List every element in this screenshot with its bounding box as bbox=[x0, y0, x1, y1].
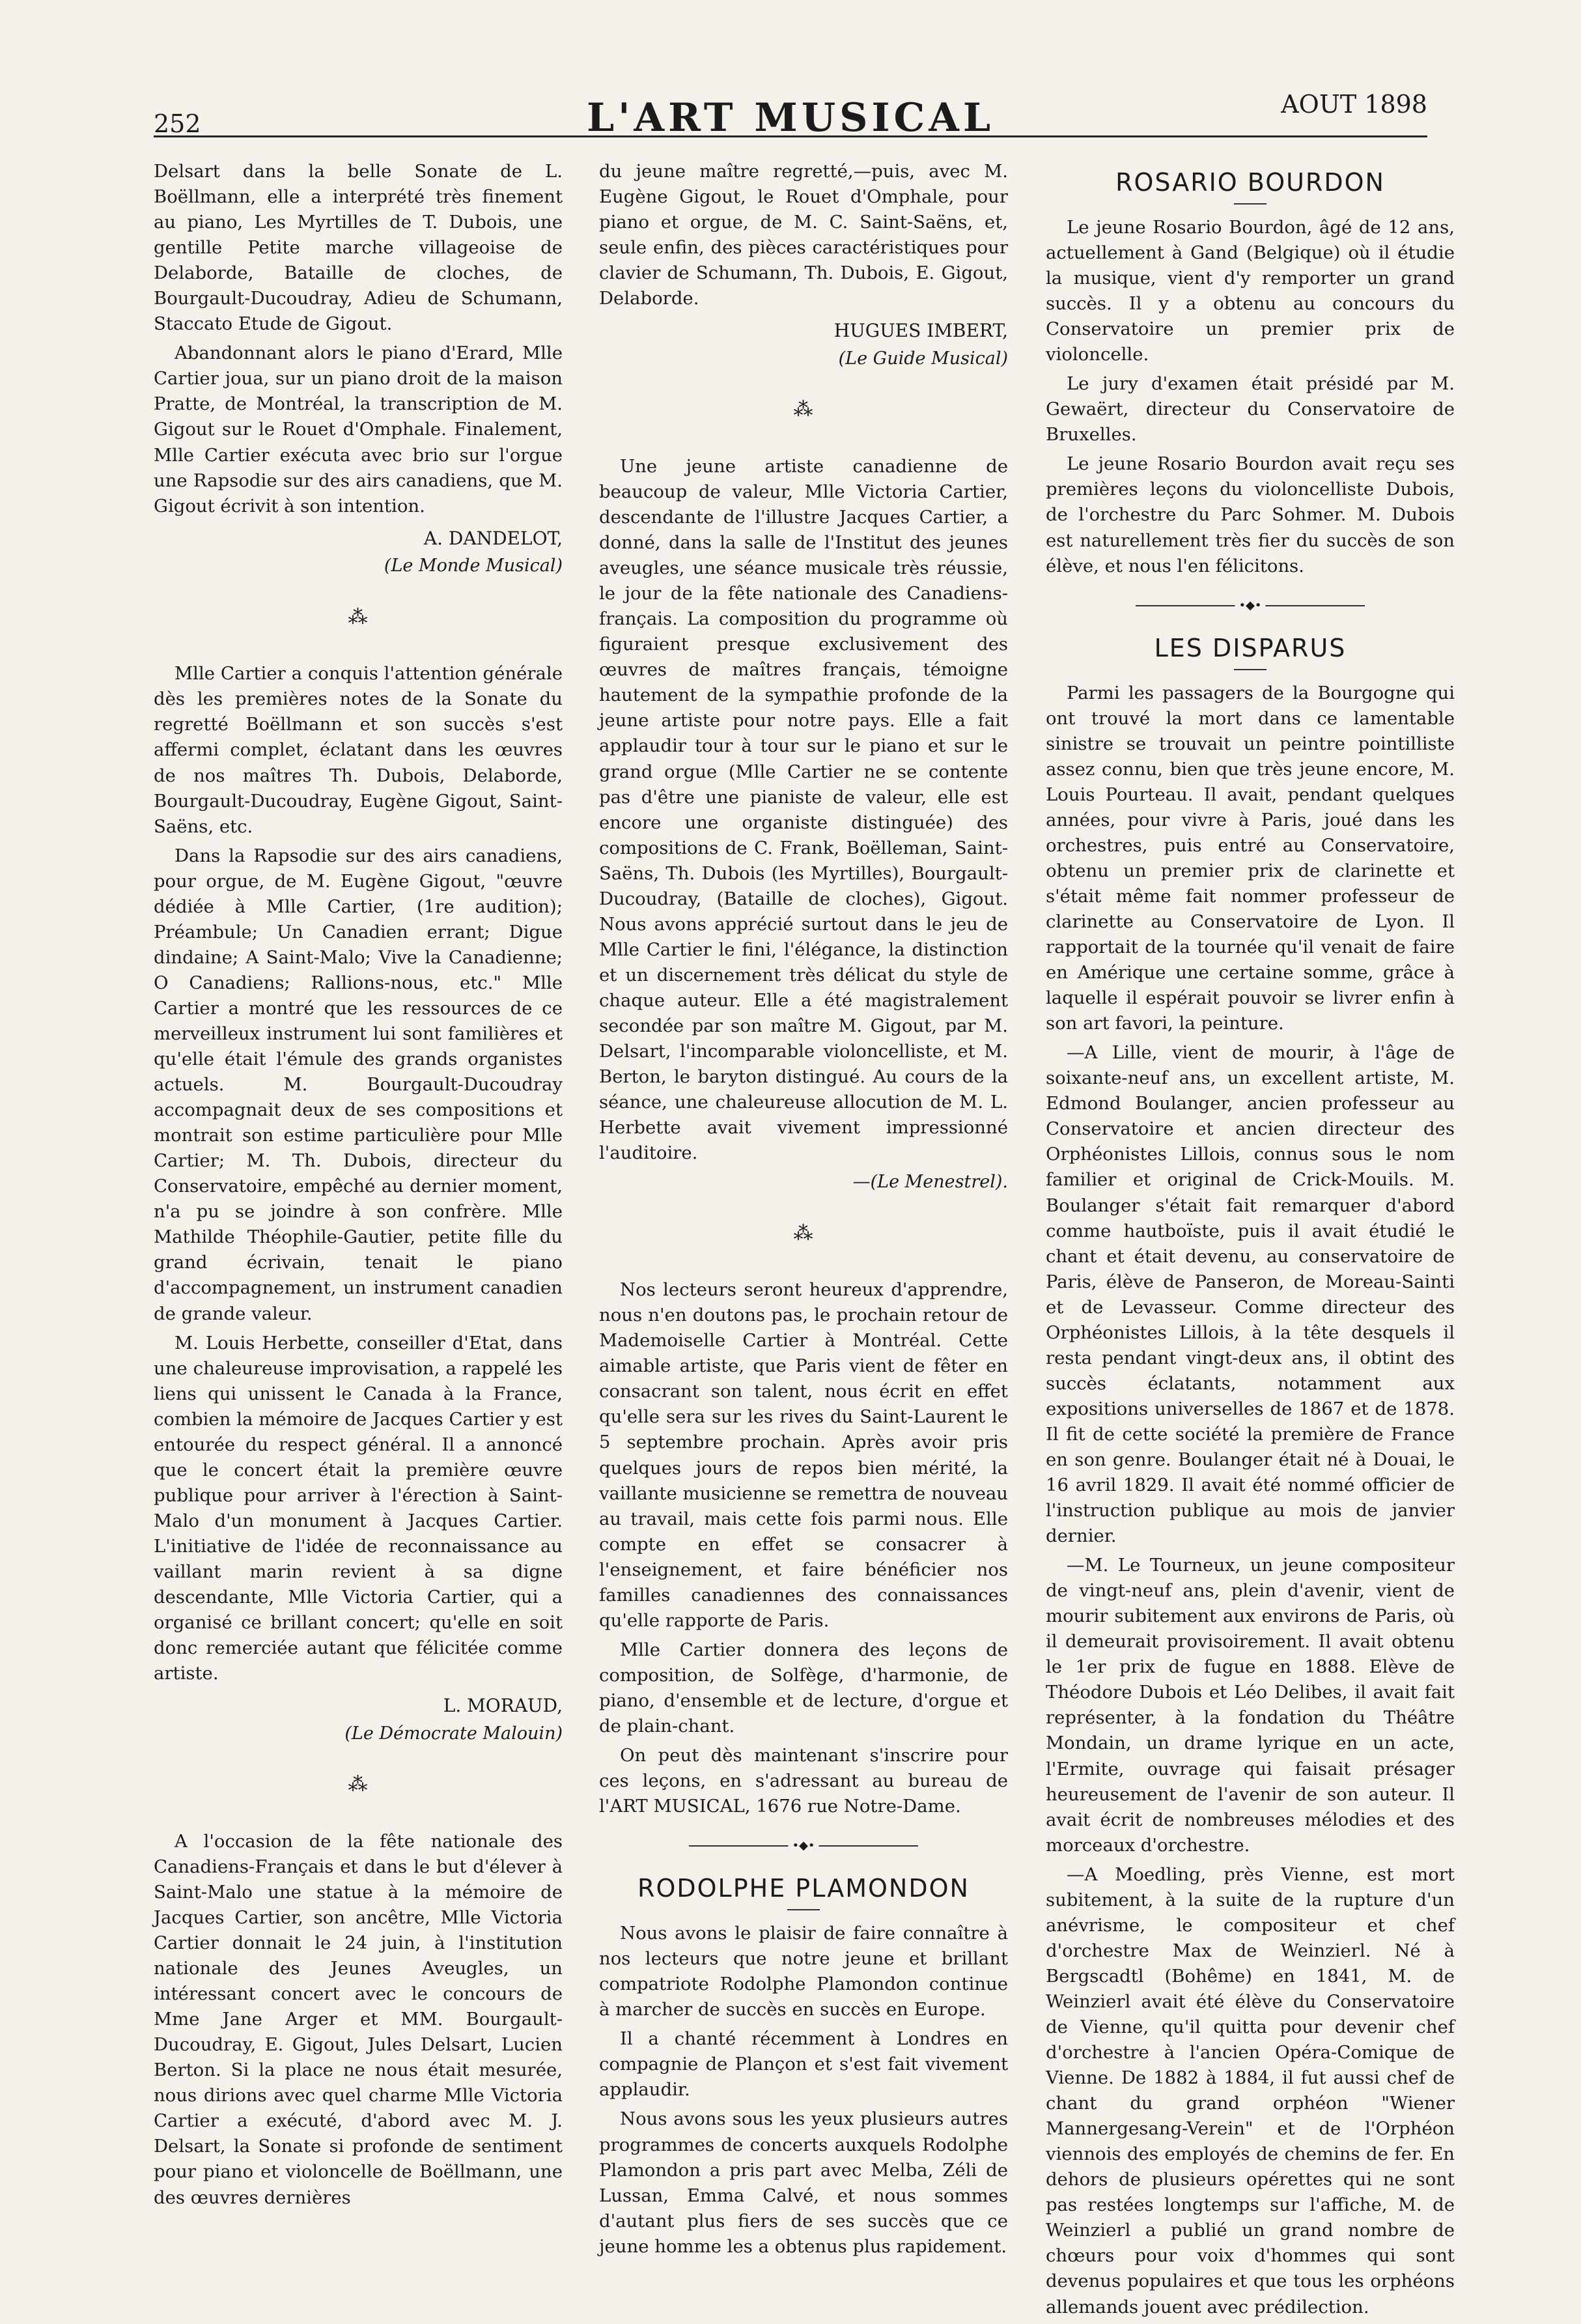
paragraph: du jeune maître regretté,—puis, avec M. Eugène Gigout, le Rouet d'Omphale, pour piano et orgue, de M. C. Saint-Saëns, et, seule enfin, des pièces caractéristiques pour clavier de Schumann, Th. Dubois, E. Gigout, Delaborde. bbox=[599, 161, 1008, 309]
paragraph: —A Moedling, près Vienne, est mort subitement, à la suite de la rupture d'un anévrisme, le compositeur et chef d'orchestre Max de Weinzierl. Né à Bergscadtl (Bohême) en 1841, M. de Weinzierl avait été élève du Conservatoire de Vienne, qu'il quitta pour devenir chef d'orchestre à l'ancien Opéra-Comique de Vienne. De 1882 à 1884, il fut aussi chef de chant du grand orphéon "Wiener Mannergesang-Verein" et de l'Orphéon viennois des employés de chemins de fer. En dehors de plusieurs opérettes qui ne sont pas restées longtemps sur l'affiche, M. de Weinzierl a publié un grand nombre de chœurs pour voix d'hommes qui sont devenus populaires et que tous les orphéons allemands jouent avec prédilection. bbox=[1046, 1863, 1455, 2317]
source-citation: —(Le Menestrel). bbox=[852, 1172, 1008, 1193]
asterism-separator: ⁂ bbox=[793, 398, 814, 421]
paragraph: —M. Le Tourneux, un jeune compositeur de vingt-neuf ans, plein d'avenir, vient de mourir subitement aux environs de Paris, où il demeurait provisoirement. Il avait obtenu le 1er prix de fugue en 1888. Elève de Théodore Dubois et Léo Delibes, il avait fait représenter, à la fondation du Théâtre Mondain, un drame lyrique en un acte, l'Ermite, ouvrage qui faisait présager heureusement de l'avenir de son auteur. Il avait écrit de nombreuses mélodies et des morceaux d'orchestre. bbox=[1046, 1555, 1455, 1856]
paragraph: Mlle Cartier donnera des leçons de composition, de Solfège, d'harmonie, de piano, d'ensemble et de lecture, d'orgue et de plain-chant. bbox=[599, 1639, 1008, 1736]
paragraph: Abandonnant alors le piano d'Erard, Mlle Cartier joua, sur un piano droit de la maison Pratte, de Montréal, la transcription de M. Gigout sur le Rouet d'Omphale. Finalement, Mlle Cartier exécuta avec brio sur l'orgue une Rapsodie sur des airs canadiens, que M. Gigout écrivit à son intention. bbox=[154, 343, 563, 517]
paragraph: M. Louis Herbette, conseiller d'Etat, dans une chaleureuse improvisation, a rappelé les liens qui unissent le Canada à la France, combien la mémoire de Jacques Cartier y est entourée du respect général. Il a annoncé que le concert était la première œuvre publique pour arriver à l'érection à Saint-Malo d'un monument à Jacques Cartier. L'initiative de l'idée de reconnaissance au vaillant marin revient à sa digne descendante, Mlle Victoria Cartier, qui a organisé ce brillant concert; qu'elle en soit donc remerciée autant que félicitée comme artiste. bbox=[154, 1332, 563, 1684]
paragraph: Il a chanté récemment à Londres en compagnie de Plançon et s'est fait vivement applaudir. bbox=[599, 2028, 1008, 2101]
author-signature: L. MORAUD, bbox=[443, 1695, 563, 1717]
title-underline bbox=[787, 1909, 820, 1910]
paragraph: Le jeune Rosario Bourdon avait reçu ses premières leçons du violoncelliste Dubois, de l'orchestre du Parc Sohmer. M. Dubois est naturellement très fier du succès de son élève, et nous l'en félicitons. bbox=[1046, 453, 1455, 576]
section-title: ROSARIO BOURDON bbox=[1115, 168, 1385, 197]
paragraph: Nos lecteurs seront heureux d'apprendre, nous n'en doutons pas, le prochain retour de Mademoiselle Cartier à Montréal. Cette aimable artiste, que Paris vient de fêter en consacrant son talent, nous écrit en effet qu'elle sera sur les rives du Saint-Laurent le 5 septembre prochain. Après avoir pris quelques jours de repos bien mérité, la vaillante musicienne se remettra de nouveau au travail, mais cette fois parmi nous. Elle compte en effet se consacrer à l'enseignement, et faire bénéficier nos familles canadiennes des connaissances qu'elle rapporte de Paris. bbox=[599, 1279, 1008, 1631]
paragraph: Nous avons le plaisir de faire connaître à nos lecteurs que notre jeune et brillant compatriote Rodolphe Plamondon continue à marcher de succès en succès en Europe. bbox=[599, 1923, 1008, 2020]
paragraph: Delsart dans la belle Sonate de L. Boëllmann, elle a interprété très finement au piano, Les Myrtilles de T. Dubois, une gentille Petite marche villageoise de Delaborde, Bataille de cloches, de Bourgault-Ducoudray, Adieu de Schumann, Staccato Etude de Gigout. bbox=[154, 161, 563, 335]
source-citation: (Le Guide Musical) bbox=[838, 348, 1008, 369]
ornament-divider bbox=[599, 1839, 1008, 1853]
paragraph: Parmi les passagers de la Bourgogne qui ont trouvé la mort dans ce lamentable sinistre se trouvait un peintre pointilliste assez connu, bien que très jeune encore, M. Louis Pourteau. Il avait, pendant quelques années, pour vivre à Paris, joué dans les orchestres, puis entré au Conservatoire, obtenu un premier prix de clarinette et s'était même fait nommer professeur de clarinette au Conservatoire de Lyon. Il rapportait de la tournée qu'il venait de faire en Amérique une certaine somme, grâce à laquelle il espérait pouvoir se livrer enfin à son art favori, la peinture. bbox=[1046, 682, 1455, 1034]
asterism-separator: ⁂ bbox=[793, 1221, 814, 1245]
ornament-glyph: •◆• bbox=[788, 1839, 818, 1853]
paragraph: Le jury d'examen était présidé par M. Gewaërt, directeur du Conservatoire de Bruxelles. bbox=[1046, 373, 1455, 446]
paragraph: Nous avons sous les yeux plusieurs autres programmes de concerts auxquels Rodolphe Plamondon a pris part avec Melba, Zéli de Lussan, Emma Calvé, et nous sommes d'autant plus fiers de ses succès que ce jeune homme les a obtenus plus rapidement. bbox=[599, 2108, 1008, 2257]
asterism-separator: ⁂ bbox=[348, 1773, 369, 1796]
header-rule bbox=[154, 135, 1427, 137]
source-citation: (Le Monde Musical) bbox=[384, 556, 563, 576]
section-title: LES DISPARUS bbox=[1154, 633, 1347, 662]
ornament-divider bbox=[1046, 599, 1455, 613]
paragraph: —A Lille, vient de mourir, à l'âge de soixante-neuf ans, un excellent artiste, M. Edmond Boulanger, ancien professeur au Conservatoire et ancien directeur des Orphéonistes Lillois, connus sous le nom familier et original de Crick-Mouils. M. Boulanger s'était fait remarquer d'abord comme hautboïste, puis il avait étudié le chant et était devenu, au conservatoire de Paris, élève de Panseron, de Moreau-Sainti et de Levasseur. Comme directeur des Orphéonistes Lillois, à la tête desquels il resta pendant vingt-deux ans, il obtint des succès éclatants, notamment aux expositions universelles de 1867 et de 1878. Il fit de cette société la première de France en son genre. Boulanger était né à Douai, le 16 avril 1829. Il avait été nommé officier de l'instruction publique au mois de janvier dernier. bbox=[1046, 1042, 1455, 1547]
ornament-glyph: •◆• bbox=[1235, 599, 1265, 613]
asterism-separator: ⁂ bbox=[348, 605, 369, 629]
page-header bbox=[154, 90, 1427, 141]
column-2 bbox=[599, 159, 1008, 2263]
section-title: RODOLPHE PLAMONDON bbox=[637, 1874, 970, 1903]
source-citation: (Le Démocrate Malouin) bbox=[344, 1723, 563, 1744]
paragraph: Le jeune Rosario Bourdon, âgé de 12 ans, actuellement à Gand (Belgique) où il étudie la musique, vient d'y remporter un grand succès. Il y a obtenu au concours du Conservatoire un premier prix de violoncelle. bbox=[1046, 216, 1455, 365]
paragraph: A l'occasion de la fête nationale des Canadiens-Français et dans le but d'élever à Saint-Malo une statue à la mémoire de Jacques Cartier, son ancêtre, Mlle Victoria Cartier donnait le 24 juin, à l'institution nationale des Jeunes Aveugles, un intéressant concert avec le concours de Mme Jane Arger et MM. Bourgault-Ducoudray, E. Gigout, Jules Delsart, Lucien Berton. Si la place ne nous était mesurée, nous dirions avec quel charme Mlle Victoria Cartier a exécuté, d'abord avec M. J. Delsart, la Sonate si profonde de sentiment pour piano et violoncelle de Boëllmann, une des œuvres dernières bbox=[154, 1830, 563, 2208]
issue-date: AOUT 1898 bbox=[1281, 90, 1427, 119]
column-1 bbox=[154, 159, 563, 2215]
paragraph: Mlle Cartier a conquis l'attention générale dès les premières notes de la Sonate du regretté Boëllmann et son succès s'est affermi complet, éclatant dans les œuvres de nos maîtres Th. Dubois, Delaborde, Bourgault-Ducoudray, Eugène Gigout, Saint-Saëns, etc. bbox=[154, 663, 563, 837]
column-3 bbox=[1046, 159, 1455, 2324]
paragraph: On peut dès maintenant s'inscrire pour ces leçons, en s'adressant au bureau de l'ART MUSICAL, 1676 rue Notre-Dame. bbox=[599, 1745, 1008, 1817]
title-underline bbox=[1234, 203, 1266, 205]
journal-title: L'ART MUSICAL bbox=[586, 95, 995, 141]
title-underline bbox=[1234, 669, 1266, 670]
page-number: 252 bbox=[154, 109, 201, 138]
author-signature: HUGUES IMBERT, bbox=[833, 320, 1008, 342]
author-signature: A. DANDELOT, bbox=[423, 527, 563, 549]
paragraph: Dans la Rapsodie sur des airs canadiens, pour orgue, de M. Eugène Gigout, "œuvre dédiée à Mlle Cartier, (1re audition); Préambule; Un Canadien errant; Digue dindaine; A Saint-Malo; Vive la Canadienne; O Canadiens; Rallions-nous, etc." Mlle Cartier a montré que les ressources de ce merveilleux instrument lui sont familières et qu'elle était l'émule des grands organistes actuels. M. Bourgault-Ducoudray accompagnait deux de ses compositions et montrait son estime particulière pour Mlle Cartier; M. Th. Dubois, directeur du Conservatoire, empêché au dernier moment, n'a pu se joindre à son confrère. Mlle Mathilde Théophile-Gautier, petite fille du grand écrivain, tenait le piano d'accompagnement, un instrument canadien de grande valeur. bbox=[154, 845, 563, 1324]
paragraph: Une jeune artiste canadienne de beaucoup de valeur, Mlle Victoria Cartier, descendante de l'illustre Jacques Cartier, a donné, dans la salle de l'Institut des jeunes aveugles, une séance musicale très réussie, le jour de la fête nationale des Canadiens-français. La composition du programme où figuraient presque exclusivement des œuvres de maîtres français, témoigne hautement de la sympathie profonde de la jeune artiste pour notre pays. Elle a fait applaudir tour à tour sur le piano et sur le grand orgue (Mlle Cartier ne se contente pas d'être une pianiste de valeur, elle est encore une organiste distinguée) des compositions de C. Frank, Boëlleman, Saint-Saëns, Th. Dubois (les Myrtilles), Bourgault-Ducoudray, (Bataille de cloches), Gigout. Nous avons apprécié surtout dans le jeu de Mlle Cartier le fini, l'élégance, la distinction et un discernement très délicat du style de chaque auteur. Elle a été magistralement secondée par son maître M. Gigout, par M. Delsart, l'incomparable violoncelliste, et M. Berton, le baryton distingué. Au cours de la séance, une chaleureuse allocution de M. L. Herbette avait vivement impressionné l'auditoire. bbox=[599, 455, 1008, 1164]
